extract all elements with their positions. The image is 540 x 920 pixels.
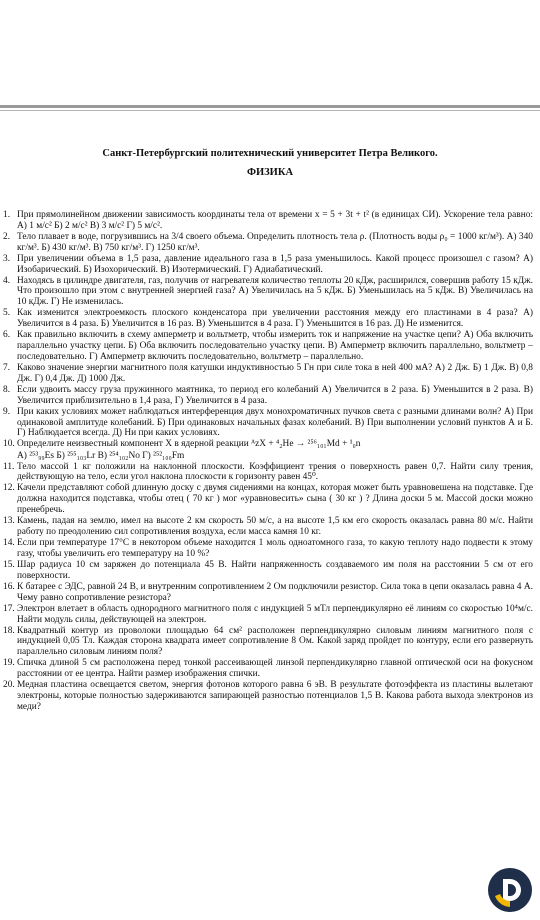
question-number: 15. [3,559,15,570]
question-number: 20. [3,680,15,691]
question-number: 16. [3,581,15,592]
question-item [3,680,533,712]
question-text: Находясь в цилиндре двигателя, газ, получив от нагревателя количество теплоты 20 кДж, расширился, совершив работу 15 кДж. Что произошло при этом с внутренней энергией газа? А) Увеличилась на 5 кДж. Б) Уменьшилась на 5 кДж. В) Увеличилась на 10 кДж. Г) Не изменилась. [17,275,533,308]
question-item [3,604,533,626]
question-text: Как правильно включить в схему амперметр и вольтметр, чтобы измерить ток и напряжение на участке цепи? А) Оба включить параллельно участку цепи. Б) Оба включить последовательно участку цепи. В) Амперметр включить параллельно, вольтметр – последовательно. Г) Амперметр включить последовательно, вольтметр – параллельно. [17,330,533,362]
question-number: 14. [3,538,15,549]
question-list [3,210,533,713]
question-number: 17. [3,603,15,614]
question-number: 12. [3,483,15,494]
question-number: 9. [3,406,11,417]
question-item [3,439,533,450]
subject-title: ФИЗИКА [246,167,294,178]
question-item [3,582,533,604]
question-item [3,308,533,330]
question-text: Если при температуре 17°С в некотором объеме находится 1 моль одноатомного газа, то какую теплоту надо подвести к этому газу, чтобы увеличить его температуру на 10 %? [17,538,533,559]
question-text: При каких условиях может наблюдаться интерференция двух монохроматичных пучков света с разными длинами волн? А) При одинаковой амплитуде колебаний. Б) При одинаковых начальных фазах колебаний. В) При выполнении условий пунктов А и Б. Г) Наблюдается всегда. Д) Ни при каких условиях. [17,406,533,439]
question-item [3,407,533,439]
question-item [3,626,533,658]
question-text: Камень, падая на землю, имел на высоте 2 км скорость 50 м/с, а на высоте 1,5 км его скорость оказалась равна 80 м/с. Найти работу по преодолению сил сопротивления воздуха, если масса камня 10 кг. [17,516,533,537]
question-item [3,363,533,385]
question-number: 4. [3,275,11,286]
question-text: Определите неизвестный компонент X в ядерной реакции ᴬzX + ⁴₂He → ²⁵⁶₁₀₁Md + ¹₀n [17,439,361,450]
question-text: К батарее с ЭДС, равной 24 В, и внутренним сопротивлением 2 Ом подключили резистор. Сила тока в цепи оказалась равна 4 А. Чему равно сопротивление резистора? [17,581,533,603]
question-item [3,538,533,560]
question-number: 5. [3,308,11,319]
question-item [3,658,533,680]
top-blank-area [0,0,540,98]
question-text: Если удвоить массу груза пружинного маятника, то период его колебаний А) Увеличится в 2 раза. Б) Уменьшится в 2 раза. В) Увеличится приблизительно в 1,4 раза, Г) Увеличится в 4 раза. [17,384,533,406]
question-text: Каково значение энергии магнитного поля катушки индуктивностью 5 Гн при силе тока в ней 400 мА? А) 2 Дж. Б) 1 Дж. В) 0,8 Дж. Г) 0,4 Дж. Д) 1000 Дж. [17,362,533,384]
question-number: 13. [3,516,15,527]
brand-logo-icon[interactable] [486,866,534,914]
header-rule-thin [0,110,540,111]
question-item [3,385,533,407]
question-text: Шар радиуса 10 см заряжен до потенциала 45 В. Найти напряженность создаваемого им поля на расстоянии 5 см от его поверхности. [17,559,533,581]
question-text: Спичка длиной 5 см расположена перед тонкой рассеивающей линзой перпендикулярно главной оптической оси на фокусном расстоянии от ее центра. Найти размер изображения спички. [17,658,533,680]
question-text: Квадратный контур из проволоки площадью 64 см² расположен перпендикулярно силовым линиям магнитного поля с индукцией 0,05 Тл. Каждая сторона квадрата имеет сопротивление 8 Ом. Какой заряд пройдет по контуру, если его развернуть параллельно силовым линиям поля? [17,625,533,658]
question-number: 1. [3,210,11,220]
question-number: 7. [3,362,11,373]
question-text: При прямолинейном движении зависимость координаты тела от времени x = 5 + 3t + t² (в единицах СИ). Ускорение тела равно: А) 1 м/с² Б) 2 м/с² В) 3 м/с² Г) 5 м/с². [17,210,533,231]
question-number [3,451,17,462]
question-text: Качели представляют собой длинную доску с двумя сидениями на концах, которая может быть уравновешена на подставке. Где должна находится подставка, чтобы отец ( 70 кг ) мог «уравновесить» сына ( 30 кг ) ? Длина доски 5 м. Массой доски можно пренебречь. [17,483,533,516]
answer-options-row [3,451,533,462]
question-number: 8. [3,384,11,395]
question-number: 10. [3,439,15,450]
question-number: 6. [3,330,11,341]
question-item [3,560,533,582]
question-number: 19. [3,658,15,669]
question-item [3,210,533,232]
question-item [3,483,533,515]
question-number: 2. [3,231,11,242]
question-item [3,462,533,484]
question-item [3,254,533,276]
question-item [3,232,533,254]
question-item [3,276,533,308]
header-rule [0,105,540,108]
question-text: Как изменится электроемкость плоского конденсатора при увеличении расстояния между его пластинами в 4 раза? А) Увеличится в 4 раза. Б) Увеличится в 16 раз. В) Уменьшится в 4 раза. Г) Уменьшится в 16 раз. Д) Не изменится. [17,308,533,330]
question-text: Тело массой 1 кг положили на наклонной плоскости. Коэффициент трения о поверхность равен 0,7. Найти силу трения, действующую на тело, если угол наклона плоскости к горизонту равен 45⁰. [17,461,533,483]
university-title: Санкт-Петербургский политехнический университет Петра Великого. [102,148,438,159]
question-text: Тело плавает в воде, погрузившись на 3/4 своего объема. Определить плотность тела ρ. (Плотность воды ρ₀ = 1000 кг/м³). А) 340 кг/м³. Б) 430 кг/м³. В) 750 кг/м³. Г) 1250 кг/м³. [17,231,533,253]
question-item [3,516,533,538]
question-text: Медная пластина освещается светом, энергия фотонов которого равна 6 эВ. В результате фотоэффекта из пластины вылетают электроны, которые полностью задерживаются запирающей разностью потенциалов 1,5 В. Какова работа выхода электронов из меди? [17,680,533,712]
question-number: 18. [3,625,15,636]
answer-options-text: А) ²⁵³₉₉Es Б) ²⁵⁵₁₀₃Lr В) ²⁵⁴₁₀₂No Г) ²⁵²₁₀₀Fm [17,450,185,461]
question-item [3,330,533,362]
question-text: Электрон влетает в область однородного магнитного поля с индукцией 5 мТл перпендикулярно её линиям со скоростью 10⁴м/с. Найти модуль силы, действующей на электрон. [17,603,533,625]
question-number: 3. [3,253,11,264]
question-number: 11. [3,461,15,472]
question-text: При увеличении объема в 1,5 раза, давление идеального газа в 1,5 раза уменьшилось. Какой процесс произошел с газом? А) Изобарический. Б) Изохорический. В) Изотермический. Г) Адиабатический. [17,253,533,275]
